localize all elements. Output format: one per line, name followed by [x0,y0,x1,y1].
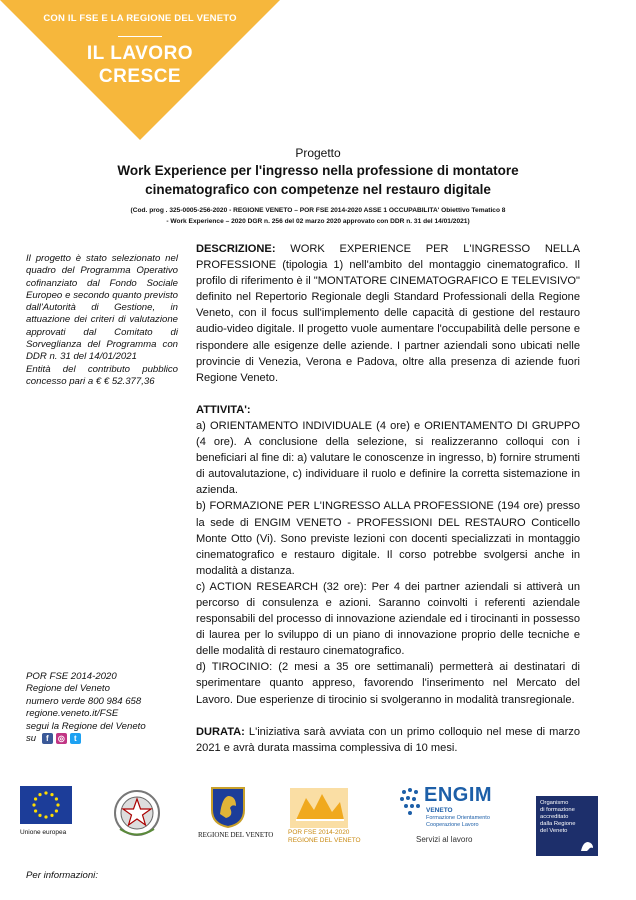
eu-caption: Unione europea [20,829,67,836]
instagram-icon[interactable]: ◎ [56,733,67,744]
engim-sub: VENETO [426,807,453,814]
banner-main-line2: CRESCE [98,66,182,87]
italian-republic-emblem [112,784,162,844]
description-label: DESCRIZIONE: [196,243,276,255]
por-line: numero verde 800 984 658 [26,695,142,707]
accredited-text [540,800,575,835]
regione-veneto-logo [198,786,274,846]
por-line: POR FSE 2014-2020 [26,671,117,682]
engim-tagline-line1: Formazione Orientamento [426,815,490,821]
engim-dots-icon [398,786,424,816]
project-references [60,205,576,227]
por-contacts [26,671,186,745]
regione-veneto-caption: REGIONE DEL VENETO [198,831,274,839]
banner-divider [118,36,162,37]
accredited-line: del Veneto [540,828,568,834]
banner-top-line: CON IL FSE E LA REGIONE DEL VENETO [43,13,237,24]
por-fse-caption-line1: POR FSE 2014-2020 [288,829,350,836]
banner-main-text [40,42,240,88]
page-title [100,161,536,199]
sidebar-note [26,253,178,388]
activity-item: d) TIROCINIO: (2 mesi a 35 ore settimanali) permetterà ai destinatari di sperimentare quanto appreso, favorendo l'inserimento nel Mercato del Lavoro. Due esperienze di tirocinio si svolgeranno in modalità transregionale. [196,661,580,706]
title-line1: Work Experience per l'ingresso nella professione di montatore [117,163,519,178]
por-line: segui la Regione del Veneto [26,720,146,732]
description-text: WORK EXPERIENCE PER L'INGRESSO NELLA PROFESSIONE (tipologia 1) nell'ambito del montaggio cinematografico. Il profilo di riferimento è il "MONTATORE CINEMATOGRAFICO E TELEVISIVO" definito nel Repertorio Regionale degli Standard Professionali della Regione Veneto, con il focus sull'implemento delle capacità di gestione del restauro audio-video digitale. Il progetto vuole aumentare l'occupabilità delle persone e rispondere alle esigenze delle aziende. I partner aziendali sono ubicati nelle provincie di Venezia, Verona e Padova, oltre alla presenza di aziende fuori Regione Veneto. [196,243,580,384]
activity-item: a) ORIENTAMENTO INDIVIDUALE (4 ore) e ORIENTAMENTO DI GRUPPO (4 ore). A conclusione della selezione, si realizzeranno colloqui con i beneficiari al fine di: a) valutare le conoscenze in ingresso, b) fornire strumenti di autovalutazione, c) individuare il ruolo e definire la corretta sistemazione in azienda. [196,419,580,497]
duration-label: DURATA: [196,725,245,738]
por-line[interactable]: regione.veneto.it/FSE [26,708,119,720]
eu-flag-icon [20,786,72,824]
engim-caption: Servizi al lavoro [416,835,473,844]
lion-shield-icon [210,786,246,828]
main-content [196,241,580,756]
contribution-note: Entità del contributo pubblico concesso pari a € € 52.377,36 [26,363,178,387]
activity-item: b) FORMAZIONE PER L'INGRESSO ALLA PROFESSIONE (194 ore) presso la sede di ENGIM VENETO - PROFESSIONI DEL RESTAURO Conticello Monte Otto (Vi). Sono previste lezioni con docenti specializzati in montaggio cinematografico e restauro digitale. Il corso potrebbe svolgersi anche in modalità a distanza. [196,500,580,577]
por-fse-mark-icon [284,784,354,830]
social-row [26,733,186,745]
accredited-line: accreditato [540,814,569,820]
facebook-icon[interactable]: f [42,733,53,744]
info-label: Per informazioni: [26,870,98,881]
su-label: su [26,733,37,745]
star-emblem-icon [112,784,162,842]
activity-item: c) ACTION RESEARCH (32 ore): Per 4 dei partner aziendali si attiverà un percorso di consulenza e azioni. Saranno coinvolti i referenti aziendale responsabili del processo di innovazione aziendale ed i tirocinanti in possesso di laurea per lo sviluppo di un piano di innovazione proprio delle tecniche e delle modalità di restauro cinematografico. [196,580,580,658]
duration-text: L'iniziativa sarà avviata con un primo colloquio nel mese di marzo 2021 e avrà durata massima complessiva di 10 mesi. [196,725,580,754]
ref-line2: - Work Experience – 2020 DGR n. 256 del 02 marzo 2020 approvato con DDR n. 31 del 14/01/2021) [166,218,470,225]
duration-paragraph [196,724,580,756]
selection-note: Il progetto è stato selezionato nel quadro del Programma Operativo cofinanziato dal Fondo Sociale Europeo e secondo quanto previsto dall'Autorità di Gestione, in attuazione dei criteri di valutazione approvati dal Comitato di Sorveglianza del Programma con DDR n. 31 del 14/01/2021 [26,253,178,363]
lion-mark-icon [580,840,594,852]
accredited-line: di formazione [540,807,575,813]
logos-row [0,780,636,860]
accredited-line: Organismo [540,800,569,806]
eu-logo [20,786,76,846]
header-banner [0,0,636,150]
engim-name: ENGIM [424,784,493,806]
engim-tagline-line2: Cooperazione Lavoro [426,822,479,828]
title-line2: cinematografico con competenze nel restauro digitale [145,182,491,197]
por-fse-logo [284,784,360,846]
por-fse-caption-line2: REGIONE DEL VENETO [288,837,361,844]
engim-logo [398,782,508,848]
description-paragraph [196,241,580,386]
banner-main-line1: IL LAVORO [86,43,194,64]
project-label: Progetto [295,146,341,160]
activities-label: ATTIVITA': [196,403,251,416]
social-icons [42,733,81,744]
accredited-line: dalla Regione [540,821,576,827]
accredited-body-logo [536,796,598,856]
twitter-icon[interactable]: t [70,733,81,744]
ref-line1: (Cod. prog . 325-0005-256-2020 - REGIONE VENETO – POR FSE 2014-2020 ASSE 1 OCCUPABILITA' Obiettivo Tematico 8 [130,207,506,214]
por-line: Regione del Veneto [26,683,110,695]
